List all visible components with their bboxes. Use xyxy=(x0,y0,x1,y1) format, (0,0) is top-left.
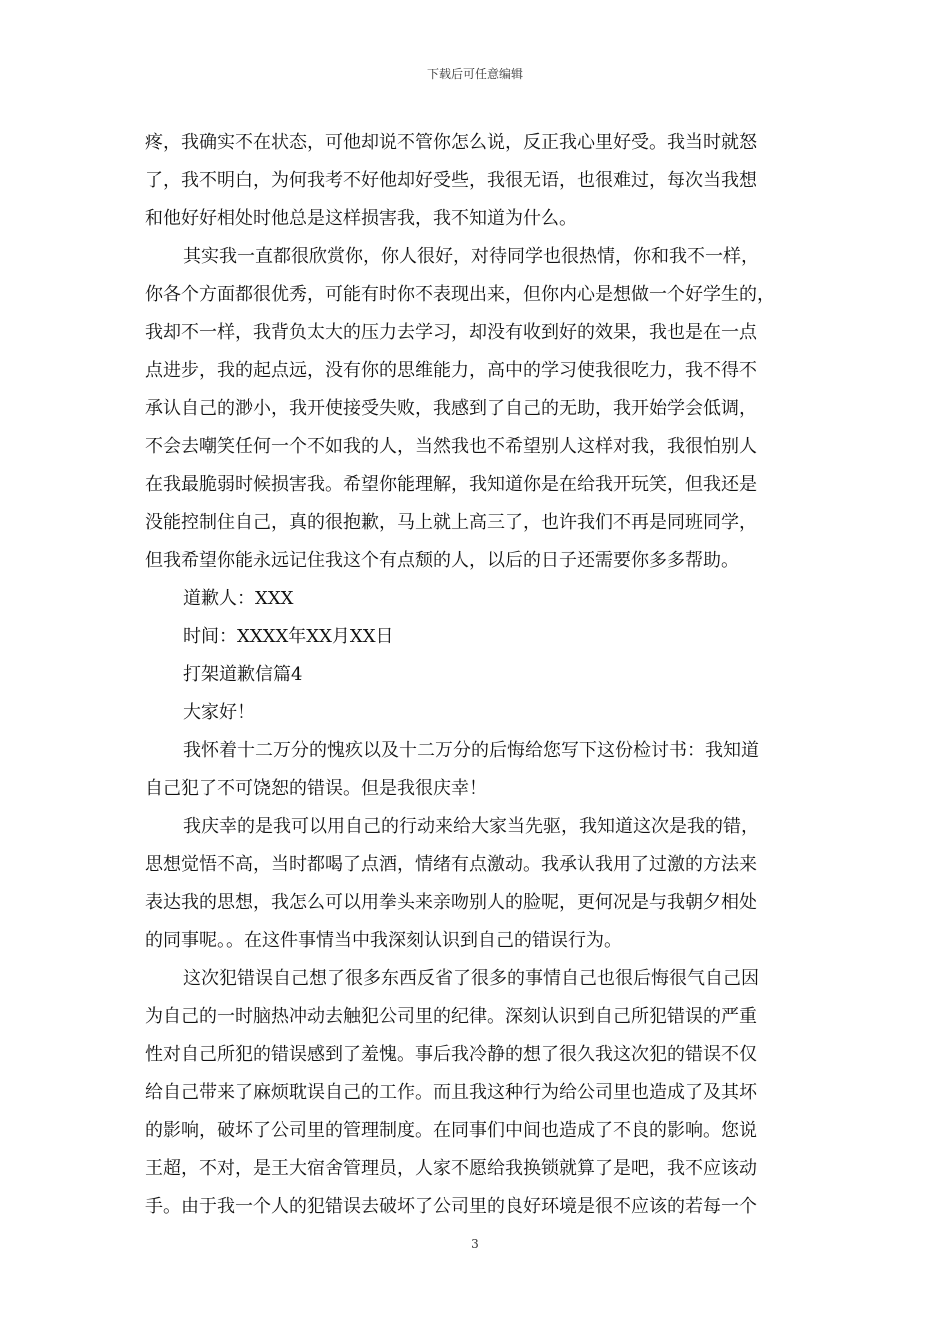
text-line: 自己犯了不可饶恕的错误。但是我很庆幸！ xyxy=(145,778,487,799)
paragraph-start-line: 这次犯错误自己想了很多东西反省了很多的事情自己也很后悔很气自己因 xyxy=(183,968,759,989)
text-line: 思想觉悟不高，当时都喝了点酒，情绪有点激动。我承认我用了过激的方法来 xyxy=(145,854,757,875)
text-line: 我却不一样，我背负太大的压力去学习，却没有收到好的效果，我也是在一点 xyxy=(145,322,757,343)
apologizer-line: 道歉人：XXX xyxy=(183,588,294,609)
text-line: 但我希望你能永远记住我这个有点颓的人，以后的日子还需要你多多帮助。 xyxy=(145,550,739,571)
text-line: 的同事呢。。在这件事情当中我深刻认识到自己的错误行为。 xyxy=(145,930,622,951)
text-line: 没能控制住自己，真的很抱歉，马上就上高三了，也许我们不再是同班同学， xyxy=(145,512,757,533)
text-line: 为自己的一时脑热冲动去触犯公司里的纪律。深刻认识到自己所犯错误的严重 xyxy=(145,1006,757,1027)
text-line: 手。由于我一个人的犯错误去破坏了公司里的良好环境是很不应该的若每一个 xyxy=(145,1196,757,1217)
section-title: 打架道歉信篇4 xyxy=(183,664,303,685)
paragraph-start-line: 我庆幸的是我可以用自己的行动来给大家当先驱，我知道这次是我的错， xyxy=(183,816,759,837)
text-line: 了，我不明白，为何我考不好他却好受些，我很无语，也很难过，每次当我想 xyxy=(145,170,757,191)
text-line: 王超，不对，是王大宿舍管理员，人家不愿给我换锁就算了是吧，我不应该动 xyxy=(145,1158,757,1179)
text-line: 不会去嘲笑任何一个不如我的人，当然我也不希望别人这样对我，我很怕别人 xyxy=(145,436,757,457)
date-line: 时间：XXXX年XX月XX日 xyxy=(183,626,394,647)
text-line: 的影响，破坏了公司里的管理制度。在同事们中间也造成了不良的影响。您说 xyxy=(145,1120,757,1141)
text-line: 给自己带来了麻烦耽误自己的工作。而且我这种行为给公司里也造成了及其坏 xyxy=(145,1082,757,1103)
text-line: 和他好好相处时他总是这样损害我，我不知道为什么。 xyxy=(145,208,577,229)
text-line: 性对自己所犯的错误感到了羞愧。事后我冷静的想了很久我这次犯的错误不仅 xyxy=(145,1044,757,1065)
text-line: 你各个方面都很优秀，可能有时你不表现出来，但你内心是想做一个好学生的， xyxy=(145,284,775,305)
paragraph-start-line: 我怀着十二万分的愧疚以及十二万分的后悔给您写下这份检讨书：我知道 xyxy=(183,740,759,761)
page-header: 下载后可任意编辑 xyxy=(426,67,523,81)
text-line: 表达我的思想，我怎么可以用拳头来亲吻别人的脸呢，更何况是与我朝夕相处 xyxy=(145,892,757,913)
text-line: 点进步，我的起点远，没有你的思维能力，高中的学习使我很吃力，我不得不 xyxy=(145,360,757,381)
document-body xyxy=(145,124,815,1226)
text-line: 承认自己的渺小，我开使接受失败，我感到了自己的无助，我开始学会低调， xyxy=(145,398,757,419)
page-number: 3 xyxy=(471,1237,479,1251)
text-line: 疼，我确实不在状态，可他却说不管你怎么说，反正我心里好受。我当时就怒 xyxy=(145,132,757,153)
greeting-line: 大家好！ xyxy=(183,702,255,723)
text-line: 在我最脆弱时候损害我。希望你能理解，我知道你是在给我开玩笑，但我还是 xyxy=(145,474,757,495)
paragraph-start-line: 其实我一直都很欣赏你，你人很好，对待同学也很热情，你和我不一样， xyxy=(183,246,759,267)
